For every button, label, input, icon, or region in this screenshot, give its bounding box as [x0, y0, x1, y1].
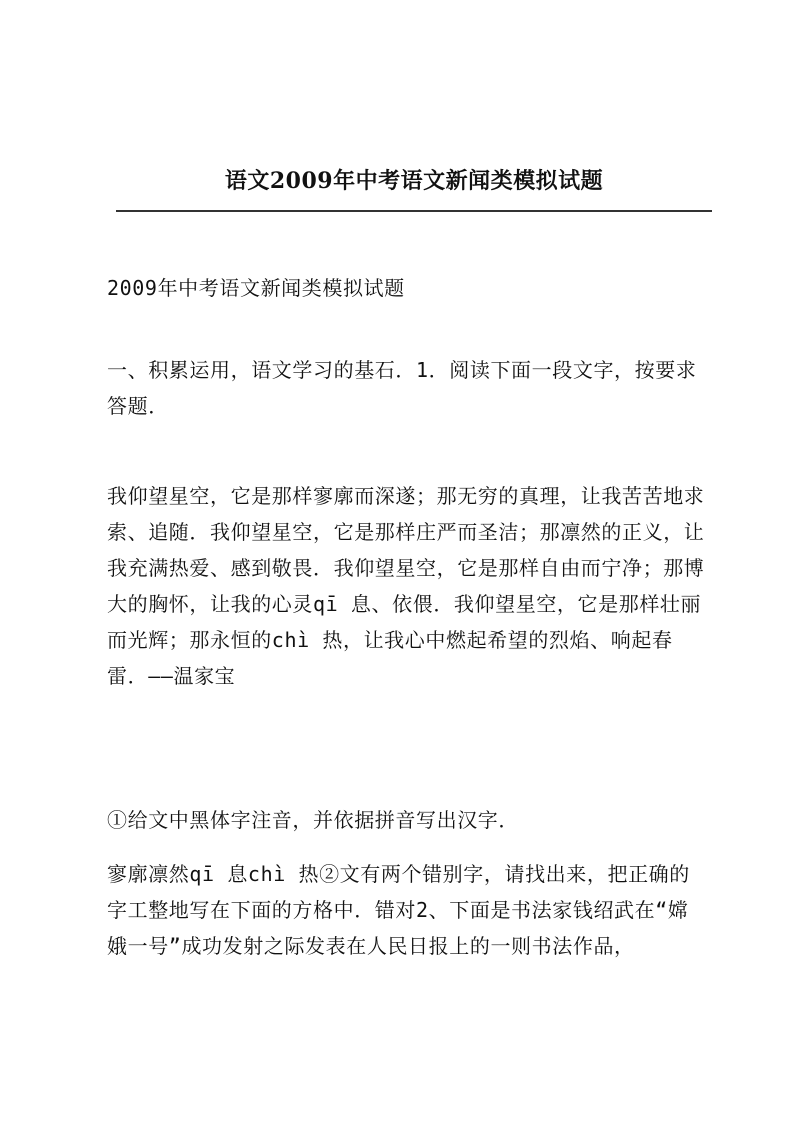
question-2-paragraph: 寥廓凛然qī 息chì 热②文有两个错别字，请找出来，把正确的字工整地写在下面的方格中．错对2、下面是书法家钱绍武在“嫦娥一号”成功发射之际发表在人民日报上的一则书法作品，	[107, 862, 690, 958]
section-heading-paragraph: 一、积累运用，语文学习的基石．1．阅读下面一段文字，按要求答题．	[107, 358, 697, 418]
document-title: 语文2009年中考语文新闻类模拟试题	[224, 168, 604, 194]
subtitle-paragraph: 2009年中考语文新闻类模拟试题	[107, 276, 405, 300]
title-divider	[116, 210, 712, 212]
passage-paragraph: 我仰望星空，它是那样寥廓而深遂；那无穷的真理，让我苦苦地求索、追随．我仰望星空，它是那样庄严而圣洁；那凛然的正义，让我充满热爱、感到敬畏．我仰望星空，它是那样自由而宁净；那博大的胸怀，让我的心灵qī 息、依偎．我仰望星空，它是那样壮丽而光辉；那永恒的chì 热，让我心中燃起希望的烈焰、响起春雷．——温家宝	[107, 484, 705, 688]
question-1-paragraph: ①给文中黑体字注音，并依据拼音写出汉字．	[107, 808, 519, 832]
